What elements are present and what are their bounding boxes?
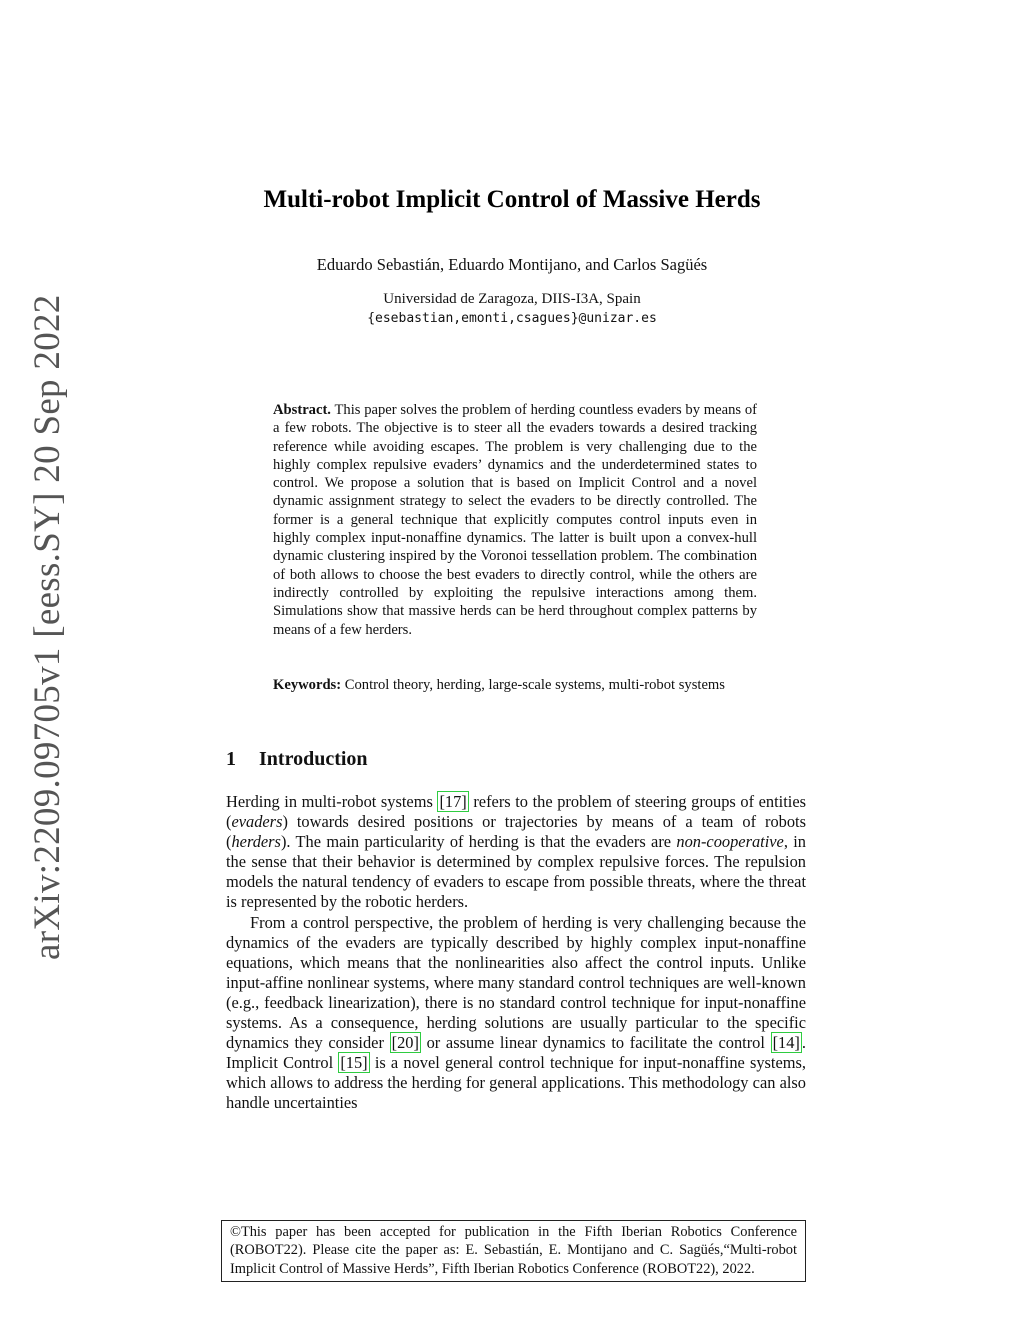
copyright-icon: © bbox=[230, 1224, 241, 1240]
arxiv-identifier: arXiv:2209.09705v1 [eess.SY] 20 Sep 2022 bbox=[27, 294, 68, 960]
author-emails: {esebastian,emonti,csagues}@unizar.es bbox=[367, 311, 657, 326]
affiliation-block bbox=[0, 290, 1024, 328]
affiliation: Universidad de Zaragoza, DIIS-I3A, Spain bbox=[383, 291, 641, 307]
keywords-text: Control theory, herding, large-scale systems, multi-robot systems bbox=[344, 677, 725, 693]
paper-title: Multi-robot Implicit Control of Massive Herds bbox=[263, 186, 761, 213]
publication-notice-text: This paper has been accepted for publication in the Fifth Iberian Robotics Conference (ROBOT22). Please cite the paper as: E. Sebastián, E. Montijano and C. Sagüés,“Multi-robot Implicit Control of Massive Herds”, Fifth Iberian Robotics Conference (ROBOT22), 2022. bbox=[230, 1224, 797, 1277]
text-run: ). The main particularity of herding is that the evaders are bbox=[280, 832, 677, 852]
author-list: Eduardo Sebastián, Eduardo Montijano, and Carlos Sagüés bbox=[316, 255, 708, 274]
section-heading bbox=[226, 748, 368, 771]
publication-notice-box bbox=[221, 1220, 806, 1282]
text-run: Herding in multi-robot systems bbox=[226, 792, 438, 811]
text-run: , in the sense that their behavior is determined by complex repulsive forces. The repulsion models the natural tendency of evaders to escape from possible threats, where the threat is represented by the robotic herders. bbox=[226, 832, 806, 912]
abstract-label: Abstract. bbox=[273, 402, 331, 418]
text-run: . Implicit Control bbox=[226, 1033, 806, 1073]
citation-link-14[interactable]: [14] bbox=[772, 1033, 800, 1053]
section-title: Introduction bbox=[259, 748, 368, 770]
keywords-label: Keywords: bbox=[273, 677, 342, 693]
intro-paragraph-1 bbox=[226, 792, 806, 913]
introduction-body bbox=[226, 792, 806, 1114]
citation-link-15[interactable]: [15] bbox=[340, 1053, 368, 1073]
text-run: refers to the problem of steering groups of entities ( bbox=[226, 792, 806, 832]
citation-link-17[interactable]: [17] bbox=[439, 792, 467, 811]
section-number: 1 bbox=[226, 748, 236, 770]
text-run: ) towards desired positions or trajectories by means of a team of robots ( bbox=[226, 812, 806, 852]
intro-paragraph-2 bbox=[226, 913, 806, 1114]
emphasis-non-cooperative: non-cooperative bbox=[676, 832, 784, 852]
citation-link-20[interactable]: [20] bbox=[391, 1033, 419, 1053]
emphasis-herders: herders bbox=[231, 832, 281, 852]
text-run: is a novel general control technique for input-nonaffine systems, which allows to address the herding for general applications. This methodology can also handle uncertainties bbox=[226, 1053, 806, 1113]
text-run: From a control perspective, the problem of herding is very challenging because the dynamics of the evaders are typically described by highly complex input-nonaffine equations, which means that the nonlinearities also affect the control inputs. Unlike input-affine nonlinear systems, where many standard control techniques are well-known (e.g., feedback linearization), there is no standard control technique for input-nonaffine systems. As a consequence, herding solutions are usually particular to the specific dynamics they consider bbox=[226, 912, 806, 1053]
emphasis-evaders: evaders bbox=[231, 812, 283, 832]
keywords bbox=[273, 676, 757, 694]
abstract-text: This paper solves the problem of herding countless evaders by means of a few robots. The objective is to steer all the evaders towards a desired tracking reference while avoiding escapes. The problem is very challenging due to the highly complex repulsive evaders’ dynamics and the underdetermined states to control. We propose a solution that is based on Implicit Control and a novel dynamic assignment strategy to select the evaders to be directly controlled. The former is a general technique that explicitly computes control inputs even in highly complex input-nonaffine dynamics. The latter is built upon a convex-hull dynamic clustering inspired by the Voronoi tessellation problem. The combination of both allows to choose the best evaders to directly control, while the others are indirectly controlled by exploiting the repulsive interactions among them. Simulations show that massive herds can be herd throughout complex patterns by means of a few herders. bbox=[273, 402, 757, 638]
text-run: or assume linear dynamics to facilitate the control bbox=[420, 1033, 771, 1053]
abstract bbox=[273, 401, 757, 639]
